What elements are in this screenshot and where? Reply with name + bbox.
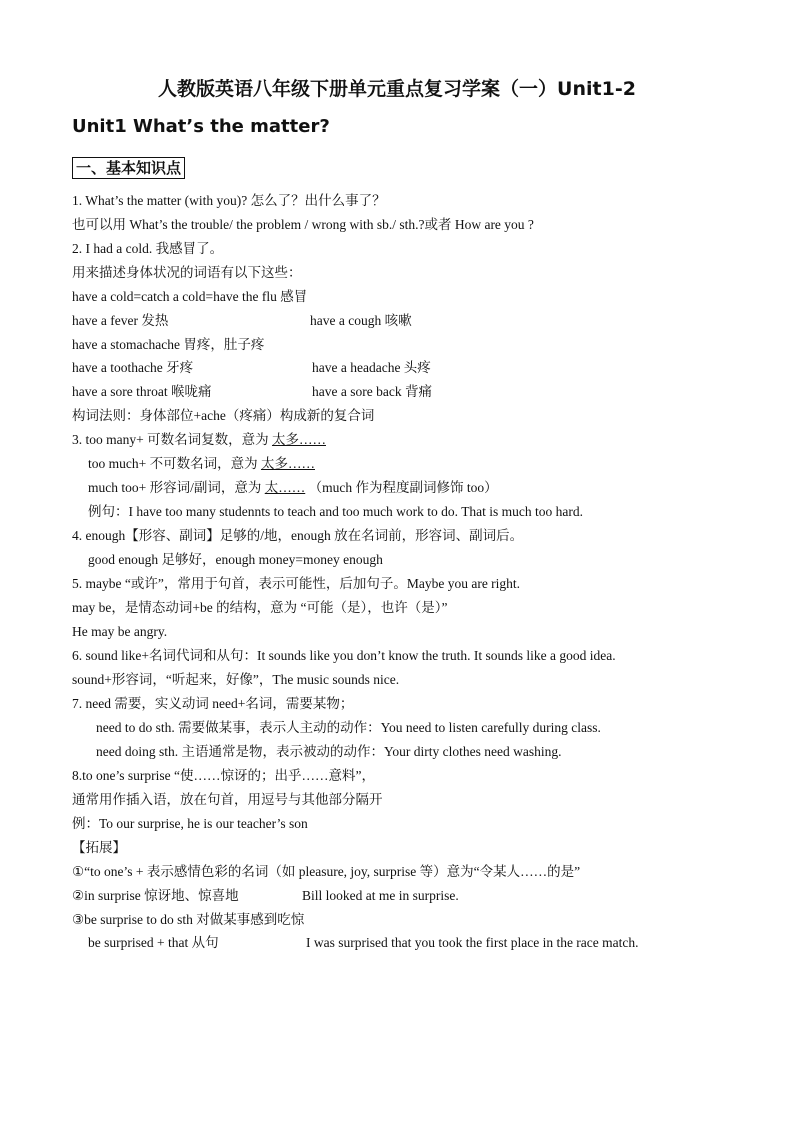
underlined-answer: 太多…… (271, 432, 326, 447)
text-line: have a sore back 背痛 (312, 384, 432, 399)
text-line: have a cough 咳嗽 (310, 313, 412, 328)
underlined-answer: 太…… (264, 480, 306, 495)
text-line: 【拓展】 (72, 840, 126, 855)
text-line: need to do sth. 需要做某事，表示人主动的动作：You need to listen carefully during class. (96, 720, 601, 735)
text-line: ②in surprise 惊讶地、惊喜地 (72, 888, 239, 903)
text-segment: too much+ 不可数名词，意为 (88, 456, 261, 471)
text-line: 6. sound like+名词代词和从句：It sounds like you don’t know the truth. It sounds like a good idea. (72, 648, 616, 663)
text-line: 7. need 需要，实义动词 need+名词，需要某物； (72, 696, 354, 711)
text-line: have a toothache 牙疼 (72, 360, 194, 375)
text-segment: （much 作为程度副词修饰 too） (305, 480, 498, 495)
section-heading: 一、基本知识点 (72, 157, 185, 179)
underlined-answer: 太多…… (260, 456, 315, 471)
text-line: have a fever 发热 (72, 313, 169, 328)
text-line: have a sore throat 喉咙痛 (72, 384, 212, 399)
text-line: 通常用作插入语，放在句首，用逗号与其他部分隔开 (72, 792, 383, 807)
text-line: may be，是情态动词+be 的结构，意为 “可能（是），也许（是）” (72, 600, 448, 615)
text-line: 5. maybe “或许”，常用于句首，表示可能性，后加句子。Maybe you are right. (72, 576, 521, 591)
text-line: I was surprised that you took the first place in the race match. (306, 935, 639, 950)
text-line: 1. What’s the matter (with you)? 怎么了？出什么事了？ (72, 193, 386, 208)
text-line (72, 430, 326, 450)
document-title: 人教版英语八年级下册单元重点复习学案（一）Unit1-2 (158, 78, 636, 100)
text-line: 8.to one’s surprise “使……惊讶的；出乎……意料”， (72, 768, 375, 783)
text-line: have a stomachache 胃疼，肚子疼 (72, 337, 265, 352)
text-line (88, 454, 315, 474)
text-line: 2. I had a cold. 我感冒了。 (72, 241, 224, 256)
text-line: 构词法则：身体部位+ache（疼痛）构成新的复合词 (72, 408, 375, 423)
text-line: 例：To our surprise, he is our teacher’s son (72, 816, 308, 831)
text-line: 例句：I have too many studennts to teach and too much work to do. That is much too hard. (88, 504, 584, 519)
text-line: 也可以用 What’s the trouble/ the problem / wrong with sb./ sth.?或者 How are you ? (72, 217, 534, 232)
text-line: have a headache 头疼 (312, 360, 431, 375)
text-line: sound+形容词，“听起来，好像”，The music sounds nice. (72, 672, 400, 687)
text-line (88, 478, 498, 498)
text-segment: much too+ 形容词/副词，意为 (88, 480, 265, 495)
text-line: ①“to one’s + 表示感情色彩的名词（如 pleasure, joy, surprise 等）意为“令某人……的是” (72, 864, 581, 879)
text-line: 用来描述身体状况的词语有以下这些： (72, 265, 302, 280)
text-line: good enough 足够好，enough money=money enough (88, 552, 383, 567)
text-line: Bill looked at me in surprise. (302, 888, 459, 903)
text-line: He may be angry. (72, 624, 168, 639)
unit-heading: Unit1 What’s the matter? (72, 116, 330, 137)
text-line: need doing sth. 主语通常是物，表示被动的动作：Your dirty clothes need washing. (96, 744, 562, 759)
text-segment: 3. too many+ 可数名词复数，意为 (72, 432, 272, 447)
text-line: ③be surprise to do sth 对做某事感到吃惊 (72, 912, 305, 927)
text-line: have a cold=catch a cold=have the flu 感冒 (72, 289, 308, 304)
text-line: 4. enough【形容、副词】足够的/地，enough 放在名词前，形容词、副词后。 (72, 528, 524, 543)
text-line: be surprised + that 从句 (88, 935, 219, 950)
